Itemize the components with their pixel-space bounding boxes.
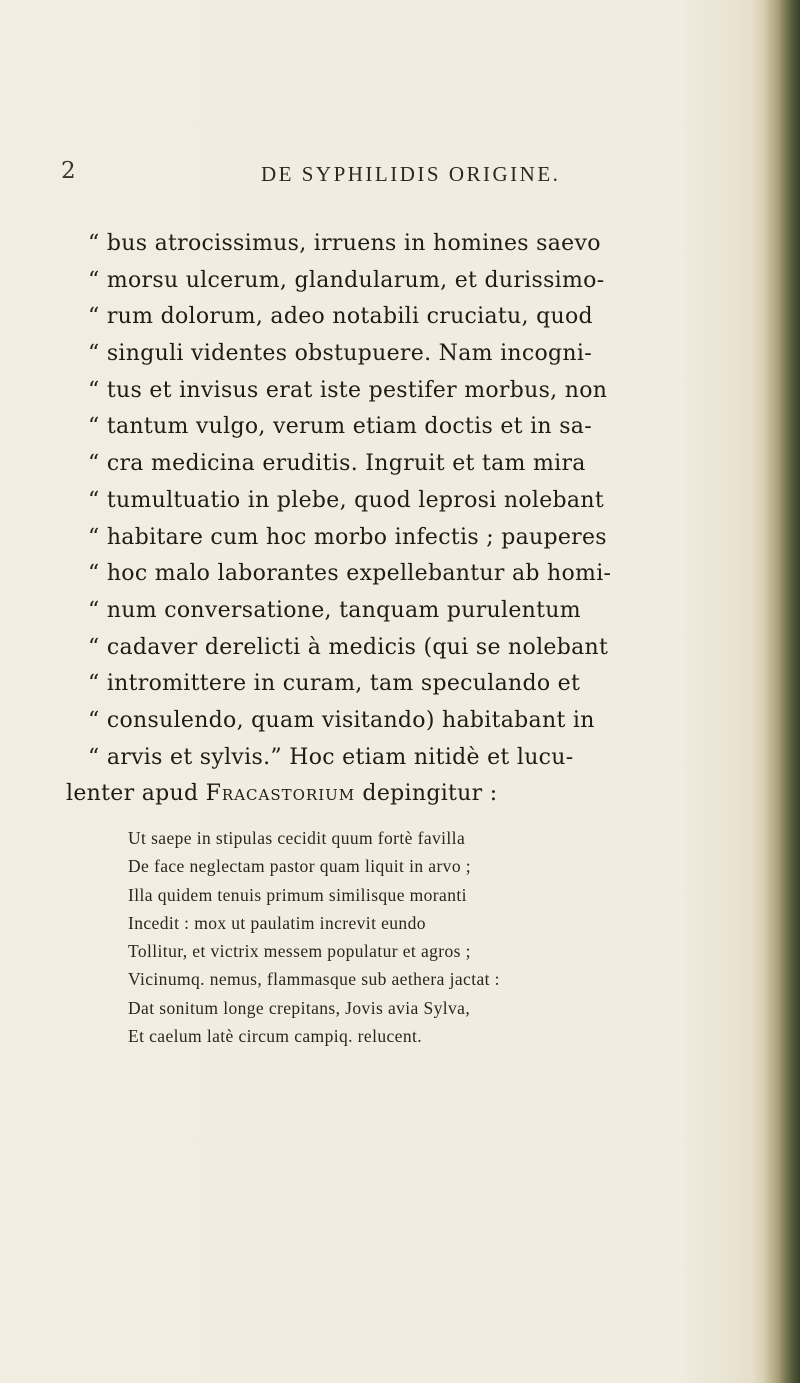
prose-line: “ tumultuatio in plebe, quod leprosi nolebant: [88, 487, 604, 513]
verse-line: Tollitur, et victrix messem populatur et agros ;: [128, 941, 471, 962]
prose-line: “ bus atrocissimus, irruens in homines saevo: [88, 231, 601, 256]
prose-final-start: lenter apud: [66, 781, 206, 807]
prose-block: [66, 226, 760, 813]
prose-final-line: [66, 776, 760, 813]
prose-line: “ consulendo, quam visitando) habitabant in: [88, 707, 595, 733]
prose-line: “ rum dolorum, adeo notabili cruciatu, quod: [88, 304, 593, 330]
verse-line: De face neglectam pastor quam liquit in arvo ;: [128, 856, 472, 877]
author-name: Fracastorium: [205, 781, 356, 807]
verse-quotation: [128, 824, 748, 1050]
prose-final-end: depingitur :: [355, 781, 498, 807]
verse-line: Vicinumq. nemus, flammasque sub aethera jactat :: [128, 969, 500, 990]
prose-line: “ arvis et sylvis.” Hoc etiam nitidè et lucu-: [88, 744, 574, 770]
prose-line: “ hoc malo laborantes expellebantur ab homi-: [88, 561, 612, 587]
prose-line: “ tus et invisus erat iste pestifer morbus, non: [88, 377, 608, 403]
page-edge-shadow: [764, 0, 800, 1383]
prose-line: “ morsu ulcerum, glandularum, et durissimo-: [88, 267, 605, 293]
running-title: DE SYPHILIDIS ORIGINE.: [261, 162, 561, 186]
prose-line: “ intromittere in curam, tam speculando et: [88, 671, 581, 697]
prose-line: “ habitare cum hoc morbo infectis ; pauperes: [88, 524, 607, 550]
verse-line: Dat sonitum longe crepitans, Jovis avia Sylva,: [128, 997, 471, 1018]
verse-line: Incedit : mox ut paulatim increvit eundo: [128, 912, 426, 933]
page-number: 2: [61, 158, 76, 184]
prose-line: “ cra medicina eruditis. Ingruit et tam mira: [88, 451, 586, 477]
verse-line: Et caelum latè circum campiq. relucent.: [128, 1026, 423, 1047]
running-head: [0, 158, 800, 188]
prose-line: “ cadaver derelicti à medicis (qui se nolebant: [88, 634, 609, 660]
verse-line: Illa quidem tenuis primum similisque moranti: [128, 884, 467, 905]
prose-line: “ tantum vulgo, verum etiam doctis et in sa-: [88, 414, 592, 440]
prose-line: “ singuli videntes obstupuere. Nam incogni-: [88, 341, 592, 367]
prose-line: “ num conversatione, tanquam purulentum: [88, 597, 581, 623]
verse-line: Ut saepe in stipulas cecidit quum fortè favilla: [128, 828, 466, 848]
